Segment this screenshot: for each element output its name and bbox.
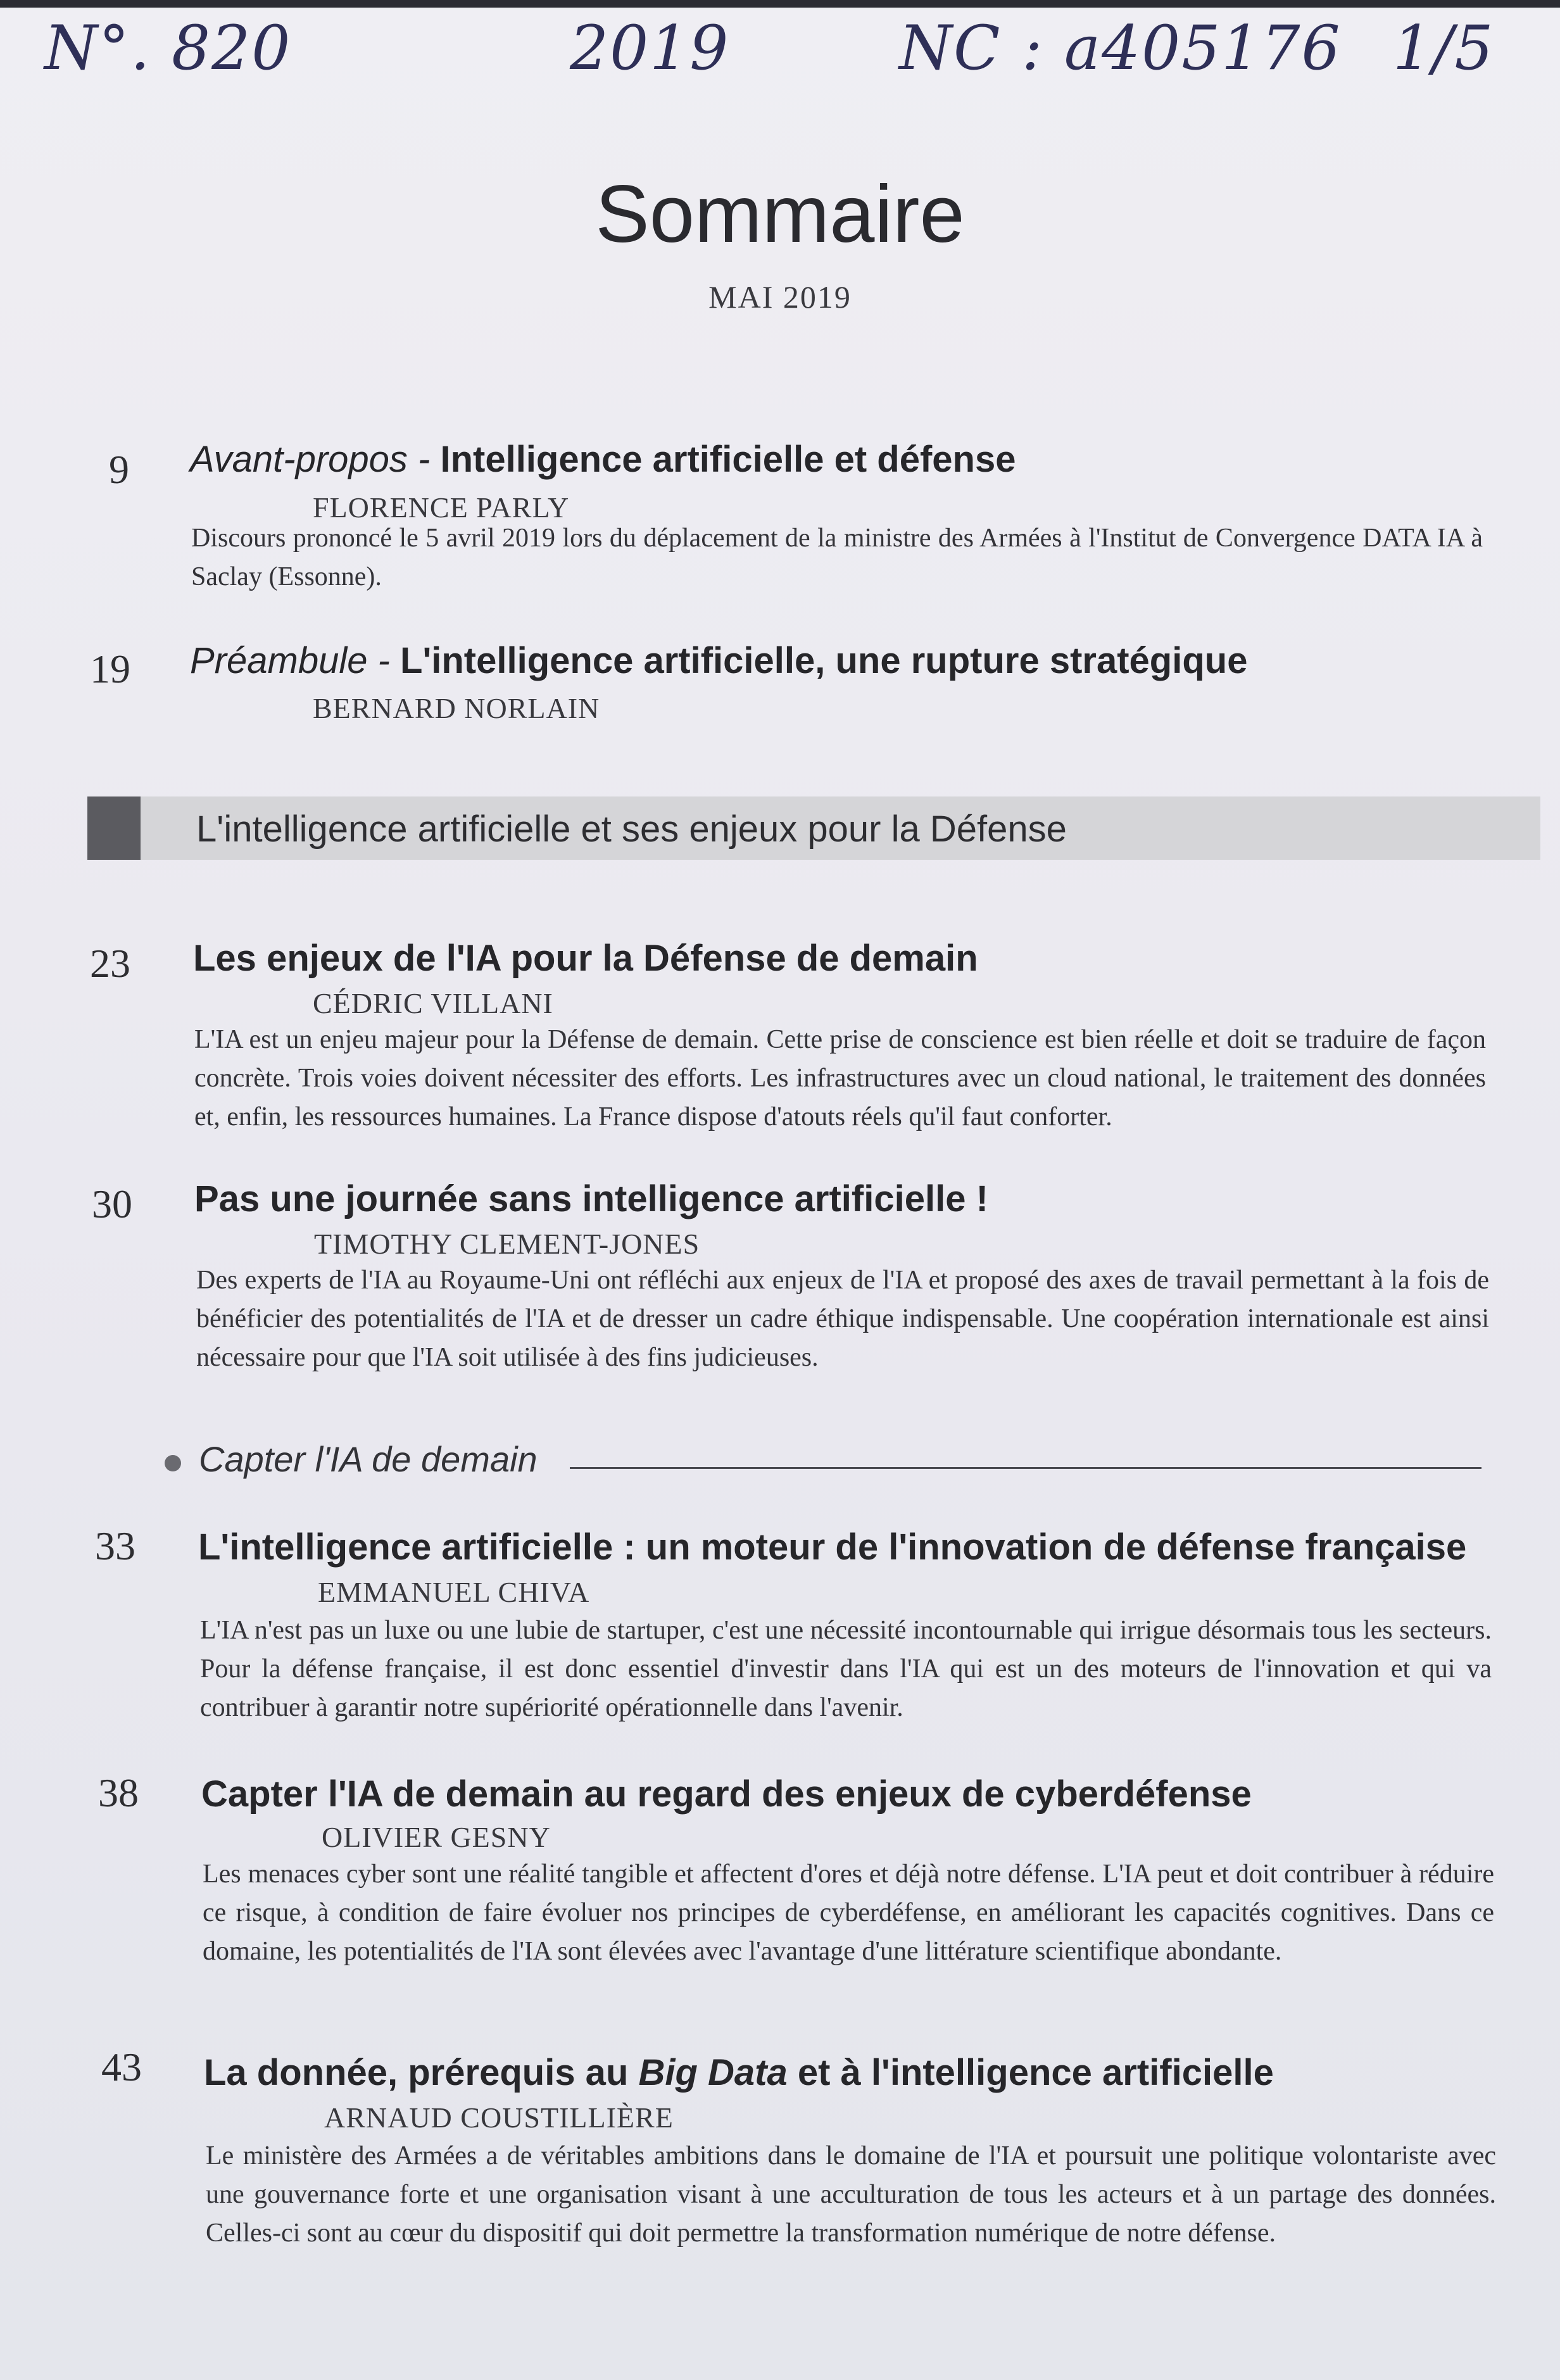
handwritten-number: N°. 820 — [44, 13, 292, 84]
entry-label: Avant-propos — [190, 439, 408, 480]
entry-title-post: et à l'intelligence artificielle — [787, 2052, 1274, 2093]
entry-separator: - — [407, 439, 441, 480]
page-number: 9 — [109, 447, 129, 492]
entry-heading — [204, 2051, 1274, 2094]
bullet-icon — [165, 1455, 181, 1471]
page-number: 43 — [101, 2044, 142, 2089]
section-header — [87, 796, 1540, 860]
entry-title: L'intelligence artificielle : un moteur de l'innovation de défense française — [198, 1527, 1467, 1568]
entry-description: L'IA est un enjeu majeur pour la Défense de demain. Cette prise de conscience est bien réelle et doit se traduire de façon concrète. Trois voies doivent nécessiter des efforts. Les infrastructures avec un cloud national, le traitement des données et, enfin, les ressources humaines. La France dispose d'atouts réels qu'il faut conforter. — [194, 1025, 1486, 1131]
entry-author: CÉDRIC VILLANI — [313, 987, 553, 1019]
subsection-rule — [570, 1467, 1481, 1469]
entry-description: Discours prononcé le 5 avril 2019 lors du déplacement de la ministre des Armées à l'Institut de Convergence DATA IA à Saclay (Essonne). — [191, 524, 1483, 591]
entry-title: L'intelligence artificielle, une rupture stratégique — [400, 640, 1248, 681]
entry-author: ARNAUD COUSTILLIÈRE — [324, 2101, 674, 2134]
entry-description: L'IA n'est pas un luxe ou une lubie de startuper, c'est une nécessité incontournable qui irrigue désormais tous les secteurs. Pour la défense française, il est donc essentiel d'investir dans l'IA qui est un des moteurs de l'innovation et qui va contribuer à garantir notre supériorité opérationnelle dans l'avenir. — [200, 1616, 1492, 1722]
entry-separator: - — [367, 640, 401, 681]
entry-author: TIMOTHY CLEMENT-JONES — [314, 1228, 700, 1260]
page-number: 23 — [90, 941, 130, 986]
entry-title: Pas une journée sans intelligence artificielle ! — [194, 1178, 988, 1219]
entry-heading — [190, 438, 1016, 481]
page-number: 30 — [92, 1181, 132, 1226]
entry-description: Les menaces cyber sont une réalité tangible et affectent d'ores et déjà notre défense. L'IA peut et doit contribuer à réduire ce risque, à condition de faire évoluer nos principes de cyberdéfense, en améliorant les capacités cognitives. Dans ce domaine, les potentialités de l'IA sont élevées avec l'avantage d'une littérature scientifique abondante. — [203, 1860, 1494, 1966]
entry-author: FLORENCE PARLY — [313, 491, 570, 524]
handwritten-reference: NC : a405176 — [899, 13, 1342, 84]
entry-author: BERNARD NORLAIN — [313, 692, 600, 724]
entry-title: Les enjeux de l'IA pour la Défense de demain — [193, 938, 978, 979]
top-edge — [0, 0, 1560, 8]
subsection-header — [165, 1439, 1481, 1483]
entry-title-pre: La donnée, prérequis au — [204, 2052, 639, 2093]
entry-author: OLIVIER GESNY — [322, 1821, 551, 1853]
subsection-title: Capter l'IA de demain — [199, 1439, 538, 1479]
section-marker — [87, 796, 141, 860]
entry-title: Capter l'IA de demain au regard des enjeux de cyberdéfense — [201, 1773, 1252, 1815]
page-number: 19 — [90, 646, 130, 691]
issue-date: MAI 2019 — [708, 279, 852, 315]
entry-author: EMMANUEL CHIVA — [318, 1576, 590, 1608]
entry-title-italic: Big Data — [638, 2052, 788, 2093]
handwritten-fraction: 1/5 — [1393, 13, 1495, 84]
entry-description: Des experts de l'IA au Royaume-Uni ont réfléchi aux enjeux de l'IA et proposé des axes de travail permettant à la fois de bénéficier des potentialités de l'IA et de dresser un cadre éthique indispensable. Une coopération internationale est ainsi nécessaire pour que l'IA soit utilisée à des fins judicieuses. — [196, 1266, 1489, 1372]
handwritten-year: 2019 — [570, 13, 730, 84]
section-title: L'intelligence artificielle et ses enjeux pour la Défense — [196, 809, 1067, 850]
page-number: 38 — [98, 1770, 139, 1815]
entry-description: Le ministère des Armées a de véritables ambitions dans le domaine de l'IA et poursuit une politique volontariste avec une gouvernance forte et une organisation visant à une acculturation de tous les acteurs et à un partage des données. Celles-ci sont au cœur du dispositif qui doit permettre la transformation numérique de notre défense. — [206, 2141, 1496, 2248]
entry-label: Préambule — [190, 640, 368, 681]
entry-heading — [190, 639, 1247, 682]
page-number: 33 — [95, 1523, 135, 1568]
entry-title: Intelligence artificielle et défense — [440, 439, 1016, 480]
page-title: Sommaire — [595, 169, 965, 260]
